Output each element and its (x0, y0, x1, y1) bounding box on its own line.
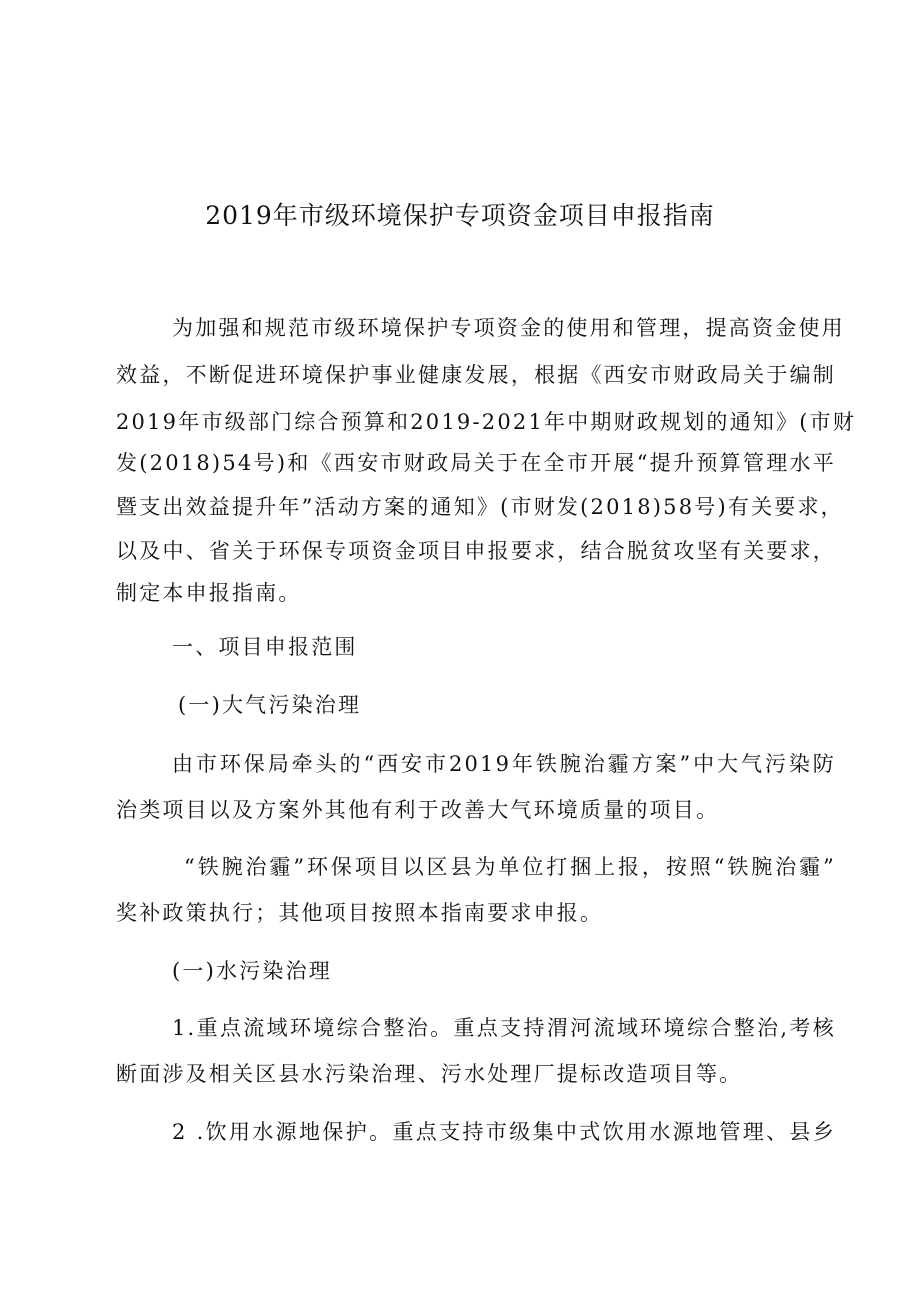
intro-line: 2019年市级部门综合预算和2019-2021年中期财政规划的通知》(市财 (116, 410, 857, 434)
air-para-line: 治类项目以及方案外其他有利于改善大气环境质量的项目。 (116, 798, 720, 822)
document-title: 2019年市级环境保护专项资金项目申报指南 (205, 201, 715, 230)
intro-line: 制定本申报指南。 (116, 581, 302, 605)
water-item-line: 1.重点流域环境综合整治。重点支持渭河流域环境综合整治,考核 (172, 1016, 836, 1040)
section-heading: 一、项目申报范围 (172, 635, 358, 659)
intro-line: 效益，不断促进环境保护事业健康发展，根据《西安市财政局关于编制 (116, 363, 836, 387)
water-item-line: 2 .饮用水源地保护。重点支持市级集中式饮用水源地管理、县乡 (172, 1120, 836, 1144)
water-item-line: 断面涉及相关区县水污染治理、污水处理厂提标改造项目等。 (116, 1062, 743, 1086)
intro-line: 发(2018)54号)和《西安市财政局关于在全市开展“提升预算管理水平 (116, 451, 836, 475)
subsection-heading-water: (一)水污染治理 (172, 959, 332, 983)
intro-line: 以及中、省关于环保专项资金项目申报要求，结合脱贫攻坚有关要求， (116, 539, 836, 563)
air-para-line: 奖补政策执行；其他项目按照本指南要求申报。 (116, 901, 604, 925)
air-para-line: “铁腕治霾”环保项目以区县为单位打捆上报，按照“铁腕治霾” (184, 855, 836, 879)
intro-line: 暨支出效益提升年”活动方案的通知》(市财发(2018)58号)有关要求， (116, 495, 844, 519)
air-para-line: 由市环保局牵头的“西安市2019年铁腕治霾方案”中大气污染防 (172, 752, 836, 776)
subsection-heading-air: (一)大气污染治理 (178, 693, 362, 717)
intro-line: 为加强和规范市级环境保护专项资金的使用和管理，提高资金使用 (172, 316, 845, 340)
